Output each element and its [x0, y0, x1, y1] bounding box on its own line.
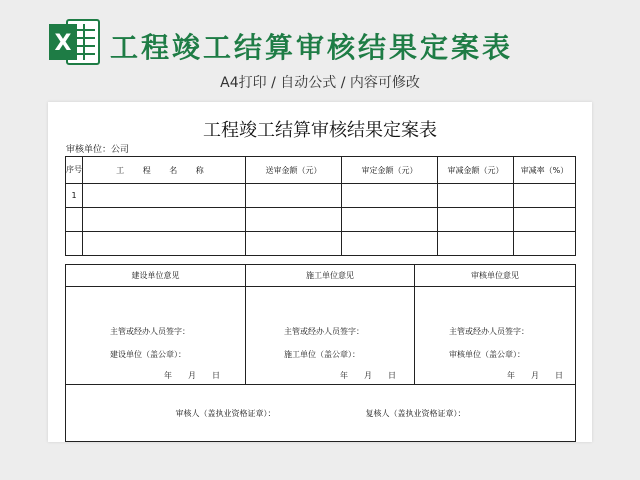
settlement-table — [65, 156, 576, 256]
audit-stamp-label: 审核单位（盖公章）： — [449, 350, 525, 359]
banner-subtitle: A4打印 / 自动公式 / 内容可修改 — [220, 75, 420, 91]
cell[interactable] — [83, 208, 246, 232]
audit-unit-label: 审核单位：公司 — [66, 145, 130, 155]
build-opinion-cell[interactable] — [66, 287, 246, 385]
header-submitted-amount: 送审金额（元） — [246, 157, 342, 184]
audit-opinion-cell[interactable] — [415, 287, 576, 385]
cell[interactable] — [514, 184, 576, 208]
construct-opinion-header: 施工单位意见 — [246, 265, 415, 287]
header-reduced-amount: 审减金额（元） — [438, 157, 514, 184]
reviewer-label: 审核人（盖执业资格证章）： — [175, 408, 276, 418]
final-signature-cell[interactable] — [66, 385, 576, 442]
excel-icon — [47, 16, 101, 68]
banner-title: 工程竣工结算审核结果定案表 — [110, 31, 514, 64]
header-project-name: 工 程 名 称 — [83, 157, 246, 184]
table-row — [66, 232, 576, 256]
build-opinion-header: 建设单位意见 — [66, 265, 246, 287]
document-sheet — [48, 102, 592, 442]
opinion-header-row — [66, 265, 576, 287]
svg-text:X: X — [54, 31, 72, 56]
cell[interactable] — [514, 232, 576, 256]
audit-date-label: 年 月 日 — [507, 371, 563, 380]
build-stamp-label: 建设单位（盖公章）： — [110, 350, 186, 359]
audit-opinion-header: 审核单位意见 — [415, 265, 576, 287]
row-seq — [66, 208, 83, 232]
build-signer-label: 主管或经办人员签字： — [110, 327, 190, 336]
table-row — [66, 184, 576, 208]
opinion-table — [65, 264, 576, 442]
opinion-row — [66, 287, 576, 385]
cell[interactable] — [342, 184, 438, 208]
table-header-row — [66, 157, 576, 184]
construct-date-label: 年 月 日 — [340, 371, 396, 380]
table-row — [66, 208, 576, 232]
cell[interactable] — [83, 184, 246, 208]
build-date-label: 年 月 日 — [164, 371, 220, 380]
cell[interactable] — [342, 232, 438, 256]
cell[interactable] — [246, 184, 342, 208]
cell[interactable] — [342, 208, 438, 232]
cell[interactable] — [438, 184, 514, 208]
cell[interactable] — [514, 208, 576, 232]
header-reduction-rate: 审减率（%） — [514, 157, 576, 184]
header-approved-amount: 审定金额（元） — [342, 157, 438, 184]
banner — [0, 0, 640, 100]
audit-signer-label: 主管或经办人员签字： — [449, 327, 529, 336]
cell[interactable] — [246, 232, 342, 256]
row-seq: 1 — [66, 184, 83, 208]
construct-signer-label: 主管或经办人员签字： — [284, 327, 364, 336]
construct-stamp-label: 施工单位（盖公章）： — [284, 350, 360, 359]
cell[interactable] — [438, 208, 514, 232]
construct-opinion-cell[interactable] — [246, 287, 415, 385]
header-seq: 序号 — [66, 157, 83, 184]
cell[interactable] — [246, 208, 342, 232]
document-title: 工程竣工结算审核结果定案表 — [203, 120, 437, 141]
rechecker-label: 复核人（盖执业资格证章）： — [365, 408, 466, 418]
final-signature-row — [66, 385, 576, 442]
cell[interactable] — [438, 232, 514, 256]
cell[interactable] — [83, 232, 246, 256]
row-seq — [66, 232, 83, 256]
